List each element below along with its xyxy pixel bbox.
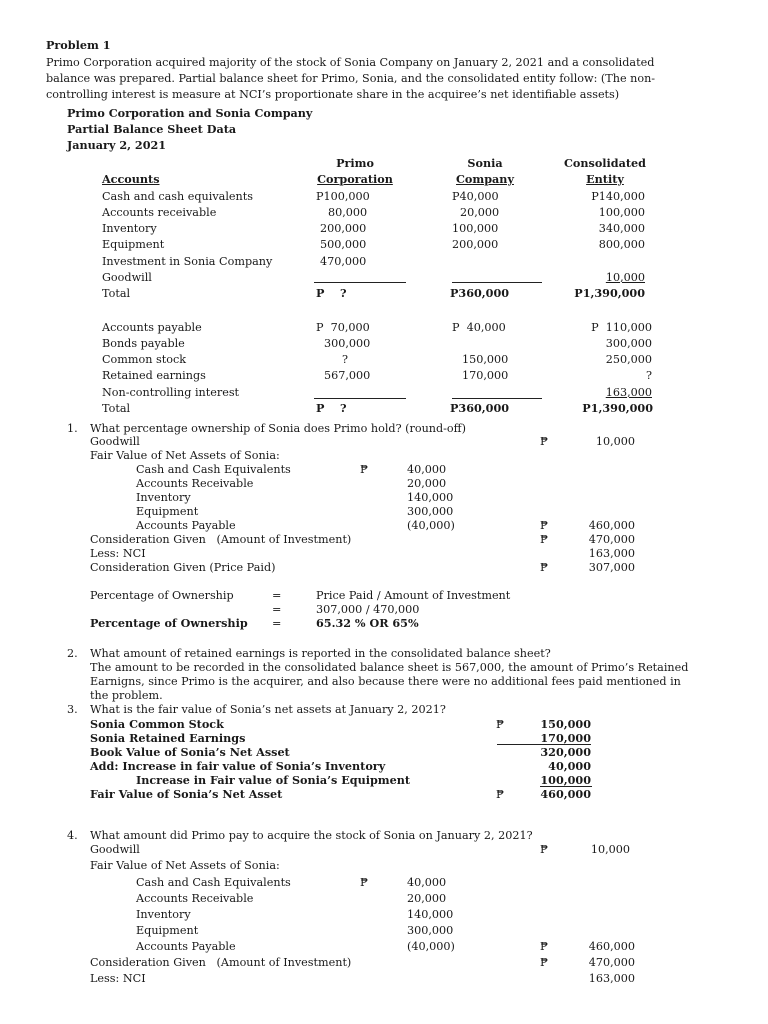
- table-cell-primo: 80,000: [328, 206, 368, 219]
- table-cell-sonia: P360,000: [450, 286, 510, 300]
- table-cell-primo: P 70,000: [316, 321, 370, 334]
- list-item-value: (40,000): [407, 519, 455, 532]
- question-text: What percentage ownership of Sonia does Primo hold? (round-off): [90, 422, 466, 435]
- list-item-value: 40,000: [407, 876, 447, 889]
- nci-label: Less: NCI: [90, 972, 146, 985]
- price-value: 307,000: [588, 561, 635, 574]
- table-cell-consol: P 110,000: [591, 321, 652, 334]
- table-cell-primo: 300,000: [324, 337, 371, 350]
- peso-sign: ₱: [360, 463, 368, 476]
- list-item: Accounts Payable: [136, 940, 236, 953]
- list-item: Equipment: [136, 924, 199, 937]
- table-cell-consol: ?: [646, 369, 652, 382]
- question-text: What amount of retained earnings is reported in the consolidated balance sheet?: [90, 647, 551, 660]
- peso-sign: ₱: [360, 876, 368, 889]
- table-cell-sonia: 20,000: [460, 206, 500, 219]
- row-label: Increase in Fair value of Sonia’s Equipment: [136, 773, 411, 787]
- list-item: Equipment: [136, 505, 199, 518]
- net-assets-value: 460,000: [588, 940, 635, 953]
- list-item: Inventory: [136, 908, 191, 921]
- table-cell-primo: P100,000: [316, 190, 370, 203]
- pct-result: 65.32 % OR 65%: [316, 616, 419, 630]
- table-row-label: Common stock: [102, 353, 187, 366]
- list-item: Accounts Receivable: [136, 892, 254, 905]
- equals-sign: =: [272, 589, 282, 602]
- list-item-value: 140,000: [407, 908, 454, 921]
- col-primo-line1: Primo: [336, 156, 374, 170]
- row-label: Fair Value of Sonia’s Net Asset: [90, 787, 283, 801]
- intro-line-3: controlling interest is measure at NCI’s proportionate share in the acquiree’s net identifiable assets): [46, 88, 620, 101]
- table-row-label: Investment in Sonia Company: [102, 255, 273, 268]
- consideration-value: 470,000: [588, 533, 635, 546]
- list-item: Cash and Cash Equivalents: [136, 876, 291, 889]
- row-value: 40,000: [548, 759, 591, 773]
- table-heading-title: Partial Balance Sheet Data: [67, 122, 237, 136]
- table-cell-consol: P140,000: [591, 190, 645, 203]
- row-value: 320,000: [540, 745, 591, 759]
- table-cell-sonia: P360,000: [450, 401, 510, 415]
- table-cell-sonia: 170,000: [462, 369, 509, 382]
- nci-value: 163,000: [588, 972, 635, 985]
- equals-sign: =: [272, 617, 282, 630]
- nci-label: Less: NCI: [90, 547, 146, 560]
- peso-sign: ₱: [540, 561, 548, 574]
- intro-line-1: Primo Corporation acquired majority of the stock of Sonia Company on January 2, 2021 and a consolidated: [46, 56, 655, 69]
- table-row-label: Accounts receivable: [102, 206, 217, 219]
- intro-line-2: balance was prepared. Partial balance sheet for Primo, Sonia, and the consolidated entity follow: (The non-: [46, 72, 656, 85]
- table-cell-primo: 470,000: [320, 255, 367, 268]
- table-cell-sonia: P 40,000: [452, 321, 506, 334]
- list-item: Cash and Cash Equivalents: [136, 463, 291, 476]
- table-cell-sonia: 100,000: [452, 222, 499, 235]
- table-row-label: Total: [102, 287, 131, 300]
- row-value: 150,000: [540, 717, 591, 731]
- list-item-value: 140,000: [407, 491, 454, 504]
- peso-sign: ₱: [540, 533, 548, 546]
- col-sonia-line1: Sonia: [467, 156, 503, 170]
- table-row-label: Goodwill: [102, 271, 152, 284]
- pct-label-bold: Percentage of Ownership: [90, 616, 248, 630]
- table-heading-company: Primo Corporation and Sonia Company: [67, 106, 313, 120]
- formula: Price Paid / Amount of Investment: [316, 589, 511, 602]
- net-assets-value: 460,000: [588, 519, 635, 532]
- peso-sign: ₱: [540, 956, 548, 969]
- list-item: Accounts Receivable: [136, 477, 254, 490]
- divider: [314, 282, 406, 283]
- table-cell-sonia: 200,000: [452, 238, 499, 251]
- row-label: Add: Increase in fair value of Sonia’s Inventory: [90, 759, 386, 773]
- peso-sign: ₱: [540, 940, 548, 953]
- peso-sign: ₱: [540, 519, 548, 532]
- col-sonia-line2: Company: [456, 172, 514, 186]
- peso-sign: ₱: [540, 435, 548, 448]
- problem-title: Problem 1: [46, 38, 111, 52]
- fv-label: Fair Value of Net Assets of Sonia:: [90, 449, 280, 462]
- col-accounts: Accounts: [102, 172, 160, 186]
- table-cell-consol: 250,000: [605, 353, 652, 366]
- col-primo-line2: Corporation: [317, 172, 393, 186]
- question-text: What is the fair value of Sonia’s net assets at January 2, 2021?: [90, 703, 446, 716]
- table-row-label: Non-controlling interest: [102, 386, 240, 399]
- question-number: 2.: [67, 647, 78, 660]
- list-item-value: 40,000: [407, 463, 447, 476]
- list-item-value: 300,000: [407, 924, 454, 937]
- col-consol-line1: Consolidated: [564, 156, 646, 170]
- goodwill-label: Goodwill: [90, 435, 140, 448]
- table-cell-primo: 500,000: [320, 238, 367, 251]
- price-label: Consideration Given (Price Paid): [90, 561, 276, 574]
- divider: [452, 282, 542, 283]
- question-number: 3.: [67, 703, 78, 716]
- goodwill-label: Goodwill: [90, 843, 140, 856]
- table-row-label: Equipment: [102, 238, 165, 251]
- row-label: Sonia Common Stock: [90, 717, 224, 731]
- peso-sign: ₱: [496, 788, 504, 801]
- table-cell-consol: P1,390,000: [582, 401, 653, 415]
- peso-sign: ₱: [540, 843, 548, 856]
- goodwill-value: 10,000: [595, 435, 635, 448]
- table-cell-primo: P ?: [316, 401, 347, 415]
- question-number: 4.: [67, 829, 78, 842]
- col-consol-line2: Entity: [586, 172, 624, 186]
- table-cell-consol: P1,390,000: [574, 286, 645, 300]
- row-label: Book Value of Sonia’s Net Asset: [90, 745, 290, 759]
- table-cell-sonia: 150,000: [462, 353, 509, 366]
- list-item: Inventory: [136, 491, 191, 504]
- answer-line: The amount to be recorded in the consolidated balance sheet is 567,000, the amount of Primo’s Retained: [90, 661, 689, 674]
- list-item: Accounts Payable: [136, 519, 236, 532]
- divider: [314, 398, 406, 399]
- fv-label: Fair Value of Net Assets of Sonia:: [90, 859, 280, 872]
- table-cell-consol: 800,000: [598, 238, 645, 251]
- question-number: 1.: [67, 422, 78, 435]
- list-item-value: 20,000: [407, 477, 447, 490]
- table-cell-sonia: P40,000: [452, 190, 499, 203]
- table-row-label: Bonds payable: [102, 337, 185, 350]
- consideration-label: Consideration Given (Amount of Investment): [90, 956, 352, 969]
- consideration-label: Consideration Given (Amount of Investment): [90, 533, 352, 546]
- table-row-label: Total: [102, 402, 131, 415]
- row-label: Sonia Retained Earnings: [90, 731, 246, 745]
- table-row-label: Accounts payable: [102, 321, 202, 334]
- answer-line: Earnigns, since Primo is the acquirer, and also because there were no additional fees paid mentioned in: [90, 675, 681, 688]
- table-row-label: Inventory: [102, 222, 157, 235]
- nci-value: 163,000: [588, 547, 635, 560]
- list-item-value: (40,000): [407, 940, 455, 953]
- table-row-label: Retained earnings: [102, 369, 206, 382]
- goodwill-value: 10,000: [590, 843, 630, 856]
- row-value: 170,000: [540, 731, 591, 745]
- list-item-value: 20,000: [407, 892, 447, 905]
- answer-line: the problem.: [90, 689, 163, 702]
- row-value: 100,000: [540, 773, 591, 787]
- table-heading-date: January 2, 2021: [67, 138, 167, 152]
- table-cell-consol: 163,000: [605, 386, 652, 399]
- divider: [452, 398, 542, 399]
- consideration-value: 470,000: [588, 956, 635, 969]
- row-value: 460,000: [540, 787, 591, 801]
- formula-values: 307,000 / 470,000: [316, 603, 420, 616]
- table-cell-consol: 10,000: [605, 271, 645, 284]
- question-text: What amount did Primo pay to acquire the stock of Sonia on January 2, 2021?: [90, 829, 533, 842]
- table-cell-consol: 340,000: [598, 222, 645, 235]
- table-cell-primo: 567,000: [324, 369, 371, 382]
- table-cell-consol: 300,000: [605, 337, 652, 350]
- table-cell-consol: 100,000: [598, 206, 645, 219]
- list-item-value: 300,000: [407, 505, 454, 518]
- equals-sign: =: [272, 603, 282, 616]
- table-cell-primo: 200,000: [320, 222, 367, 235]
- table-cell-primo: P ?: [316, 286, 347, 300]
- pct-label: Percentage of Ownership: [90, 589, 234, 602]
- table-cell-primo: ?: [342, 353, 348, 366]
- table-row-label: Cash and cash equivalents: [102, 190, 253, 203]
- peso-sign: ₱: [496, 718, 504, 731]
